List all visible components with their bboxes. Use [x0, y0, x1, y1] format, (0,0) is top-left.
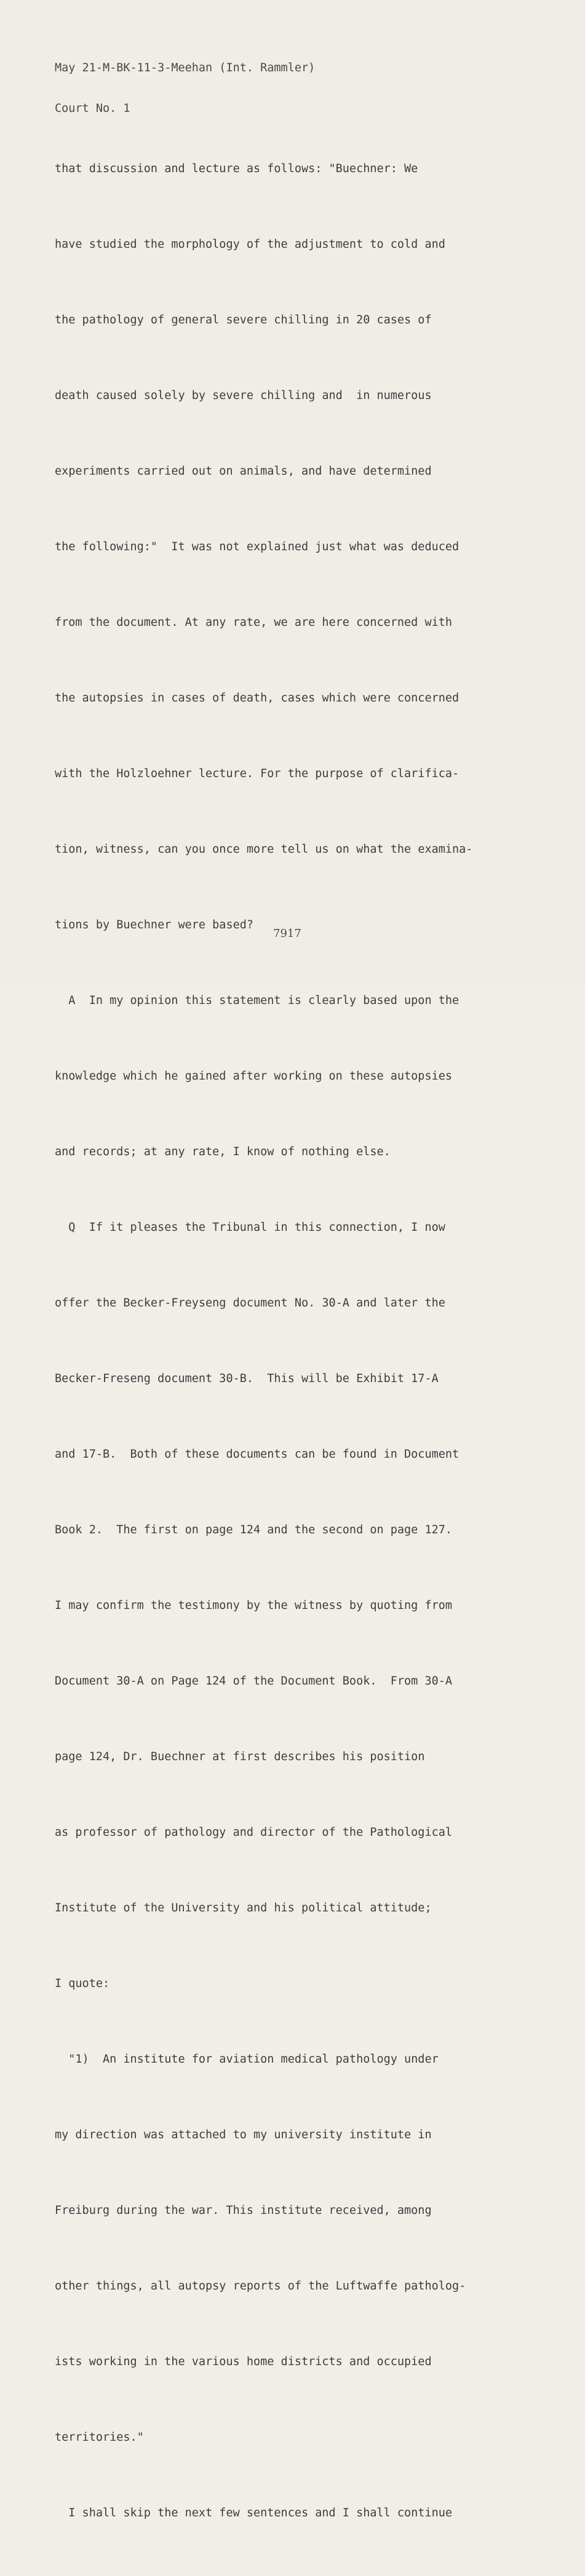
text-line: the pathology of general severe chilling in 20 cases of: [55, 314, 432, 326]
text-line: tion, witness, can you once more tell us on what the examina-: [55, 843, 473, 856]
page-number: 7917: [273, 927, 301, 940]
text-line: the following:" It was not explained just what was deduced: [55, 540, 460, 553]
text-line: Freiburg during the war. This institute received, among: [55, 2204, 432, 2217]
text-line: I quote:: [55, 1977, 110, 1990]
text-line: Institute of the University and his political attitude;: [55, 1902, 432, 1914]
text-line: death caused solely by severe chilling and in numerous: [55, 389, 432, 402]
text-line: page 124, Dr. Buechner at first describes his position: [55, 1750, 425, 1763]
text-line: and records; at any rate, I know of nothing else.: [55, 1145, 391, 1158]
text-line: that discussion and lecture as follows: "Buechner: We: [55, 162, 418, 175]
text-line: with the Holzloehner lecture. For the purpose of clarifica-: [55, 767, 460, 780]
text-line: and 17-B. Both of these documents can be found in Document: [55, 1448, 460, 1461]
header-court: Court No. 1: [55, 102, 130, 115]
text-line: as professor of pathology and director of the Pathological: [55, 1826, 453, 1839]
text-line: Book 2. The first on page 124 and the second on page 127.: [55, 1523, 453, 1536]
text-line: experiments carried out on animals, and have determined: [55, 465, 432, 478]
text-line: Q If it pleases the Tribunal in this connection, I now: [55, 1221, 445, 1234]
text-line: A In my opinion this statement is clearly based upon the: [55, 994, 460, 1007]
text-line: I shall skip the next few sentences and I shall continue: [55, 2507, 453, 2519]
text-line: other things, all autopsy reports of the Luftwaffe patholog-: [55, 2280, 466, 2293]
text-line: from the document. At any rate, we are here concerned with: [55, 616, 453, 629]
transcript-body: [55, 106, 584, 2576]
text-line: ists working in the various home districts and occupied: [55, 2355, 432, 2368]
text-line: Becker-Freseng document 30-B. This will be Exhibit 17-A: [55, 1372, 439, 1385]
text-line: tions by Buechner were based?: [55, 919, 254, 931]
text-line: have studied the morphology of the adjustment to cold and: [55, 238, 445, 251]
text-line: the autopsies in cases of death, cases which were concerned: [55, 692, 460, 705]
text-line: knowledge which he gained after working on these autopsies: [55, 1070, 453, 1083]
text-line: territories.": [55, 2431, 144, 2444]
text-line: Document 30-A on Page 124 of the Document Book. From 30-A: [55, 1675, 453, 1688]
text-line: "1) An institute for aviation medical pathology under: [55, 2053, 439, 2066]
text-line: my direction was attached to my university institute in: [55, 2128, 432, 2141]
header-reference: May 21-M-BK-11-3-Meehan (Int. Rammler): [55, 61, 316, 74]
text-line: I may confirm the testimony by the witness by quoting from: [55, 1599, 453, 1612]
text-line: offer the Becker-Freyseng document No. 30-A and later the: [55, 1297, 445, 1310]
